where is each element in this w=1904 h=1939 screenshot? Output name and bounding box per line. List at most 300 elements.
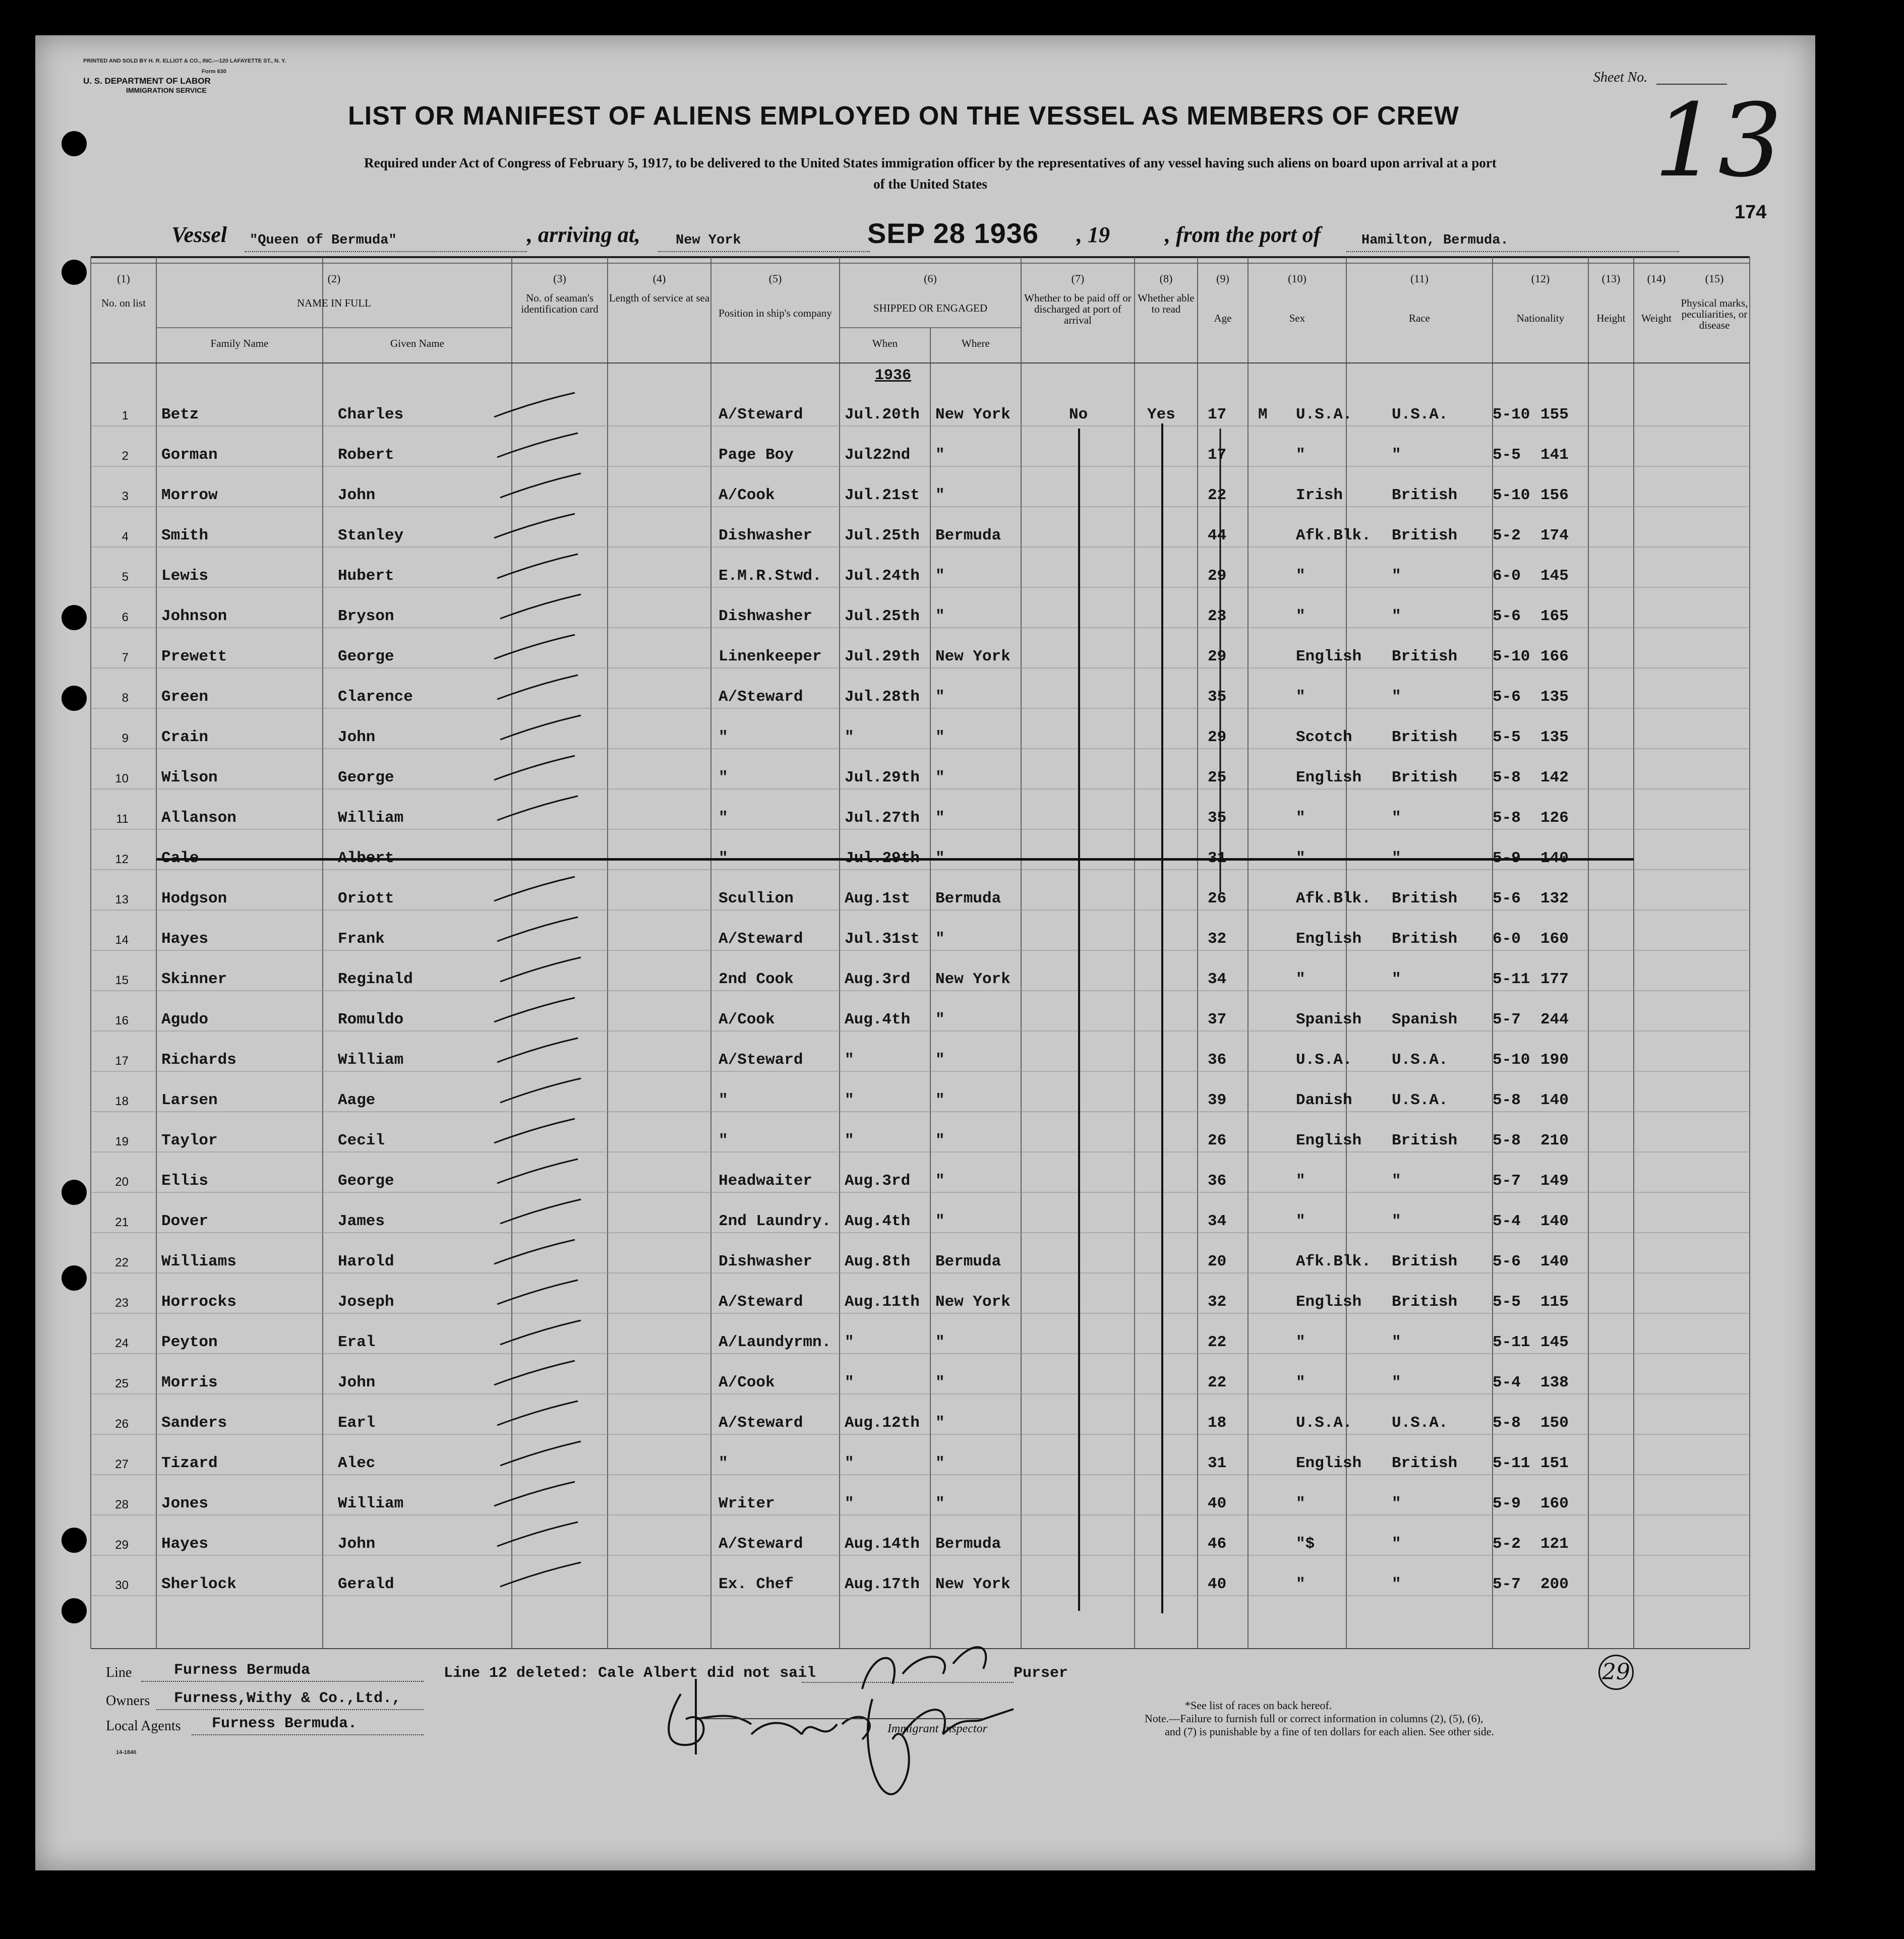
cell-weight: 244 xyxy=(1540,1011,1569,1028)
cell-race: Afk.Blk. xyxy=(1296,890,1371,907)
cell-height: 6-0 xyxy=(1493,930,1521,948)
id-card-check-mark xyxy=(500,715,581,740)
id-card-check-mark xyxy=(500,1441,581,1466)
cell-nationality: British xyxy=(1392,648,1458,665)
cell-where: New York xyxy=(935,648,1010,665)
column-number: (2) xyxy=(327,272,341,285)
cell-age: 46 xyxy=(1208,1535,1227,1553)
cell-when: " xyxy=(845,1455,854,1472)
cell-age: 26 xyxy=(1208,1132,1227,1149)
cell-weight: 145 xyxy=(1540,567,1569,585)
form-code: 14-1840 xyxy=(116,1749,137,1755)
id-card-check-mark xyxy=(494,756,575,780)
cell-position: A/Steward xyxy=(719,1051,803,1069)
cell-age: 23 xyxy=(1208,608,1227,625)
cell-nationality: British xyxy=(1392,769,1458,786)
cell-weight: 121 xyxy=(1540,1535,1569,1553)
id-card-check-mark xyxy=(497,917,578,941)
penalty-note-1: Note.—Failure to furnish full or correct information in columns (2), (5), (6), xyxy=(1145,1712,1483,1725)
cell-height: 5-7 xyxy=(1493,1011,1521,1028)
cell-family: Sanders xyxy=(161,1414,227,1432)
cell-family: Taylor xyxy=(161,1132,218,1149)
cell-race: " xyxy=(1296,446,1305,464)
header-sex: Sex xyxy=(1289,312,1305,324)
cell-height: 5-5 xyxy=(1493,729,1521,746)
cell-when: Aug.3rd xyxy=(845,971,911,988)
cell-when: Jul.29th xyxy=(845,850,920,867)
cell-height: 5-5 xyxy=(1493,446,1521,464)
cell-given: John xyxy=(338,1374,376,1391)
cell-given: Aage xyxy=(338,1092,376,1109)
cell-given: Alec xyxy=(338,1455,376,1472)
year-note: 1936 xyxy=(875,367,912,384)
line-label: Line xyxy=(106,1665,132,1680)
cell-given: Frank xyxy=(338,930,385,948)
cell-race: Danish xyxy=(1296,1092,1352,1109)
row-number: 20 xyxy=(115,1175,129,1189)
cell-age: 22 xyxy=(1208,487,1227,504)
cell-when: Jul.25th xyxy=(845,608,920,625)
cell-weight: 160 xyxy=(1540,930,1569,948)
cell-height: 5-11 xyxy=(1493,1455,1530,1472)
cell-weight: 135 xyxy=(1540,729,1569,746)
deletion-note: Line 12 deleted: Cale Albert did not sail xyxy=(444,1665,816,1682)
cell-position: " xyxy=(719,850,728,867)
cell-where: " xyxy=(935,567,945,585)
cell-nationality: British xyxy=(1392,1253,1458,1270)
strike-through-line xyxy=(156,858,1634,861)
cell-position: A/Steward xyxy=(719,688,803,706)
purser-label: Purser xyxy=(1014,1665,1068,1682)
cell-race: " xyxy=(1296,1334,1305,1351)
header-height: Height xyxy=(1596,312,1626,324)
cell-when: " xyxy=(845,1132,854,1149)
cell-where: " xyxy=(935,1414,945,1432)
row-number: 7 xyxy=(122,651,129,664)
header-no-on-list: No. on list xyxy=(101,297,146,309)
cell-age: 17 xyxy=(1208,446,1227,464)
cell-height: 5-6 xyxy=(1493,890,1521,907)
inspector-rule xyxy=(701,1718,983,1719)
cell-weight: 115 xyxy=(1540,1293,1569,1311)
vessel-name: "Queen of Bermuda" xyxy=(250,233,397,248)
cell-race: Afk.Blk. xyxy=(1296,527,1371,544)
cell-weight: 141 xyxy=(1540,446,1569,464)
cell-weight: 166 xyxy=(1540,648,1569,665)
cell-height: 5-4 xyxy=(1493,1213,1521,1230)
cell-when: Aug.3rd xyxy=(845,1172,911,1190)
cell-given: William xyxy=(338,1051,404,1069)
cell-where: " xyxy=(935,850,945,867)
id-card-check-mark xyxy=(500,473,581,498)
id-card-check-mark xyxy=(497,1522,578,1546)
cell-family: Larsen xyxy=(161,1092,218,1109)
header-id-card: No. of seaman's identification card xyxy=(521,292,599,315)
cell-family: Betz xyxy=(161,406,199,423)
cell-height: 5-8 xyxy=(1493,809,1521,827)
cell-given: John xyxy=(338,729,376,746)
cell-race: " xyxy=(1296,1576,1305,1593)
column-number: (3) xyxy=(553,272,566,285)
requirement-line-2: of the United States xyxy=(873,176,987,192)
cell-position: Headwaiter xyxy=(719,1172,813,1190)
cell-age: 37 xyxy=(1208,1011,1227,1028)
cell-nationality: " xyxy=(1392,850,1401,867)
cell-given: George xyxy=(338,1172,394,1190)
cell-family: Agudo xyxy=(161,1011,209,1028)
cell-when: Jul.27th xyxy=(845,809,920,827)
header-physical-marks: Physical marks, peculiarities, or disease xyxy=(1681,297,1748,331)
cell-family: Morrow xyxy=(161,487,218,504)
penalty-note-2: and (7) is punishable by a fine of ten dollars for each alien. See other side. xyxy=(1165,1725,1495,1738)
row-number: 13 xyxy=(115,893,129,906)
cell-age: 35 xyxy=(1208,688,1227,706)
cell-position: A/Steward xyxy=(719,1414,803,1432)
cell-family: Johnson xyxy=(161,608,227,625)
cell-where: " xyxy=(935,1213,945,1230)
header-given-name: Given Name xyxy=(390,337,444,349)
cell-race: " xyxy=(1296,1213,1305,1230)
cell-family: Hayes xyxy=(161,930,209,948)
cell-race: " xyxy=(1296,1172,1305,1190)
cell-family: Skinner xyxy=(161,971,227,988)
cell-nationality: British xyxy=(1392,527,1458,544)
cell-where: " xyxy=(935,608,945,625)
id-card-check-mark xyxy=(494,635,575,659)
cell-age: 29 xyxy=(1208,567,1227,585)
id-card-check-mark xyxy=(497,675,578,699)
cell-race: " xyxy=(1296,971,1305,988)
cell-age: 35 xyxy=(1208,809,1227,827)
cell-when: Jul.28th xyxy=(845,688,920,706)
cell-where: " xyxy=(935,1374,945,1391)
cell-weight: 150 xyxy=(1540,1414,1569,1432)
cell-age: 34 xyxy=(1208,1213,1227,1230)
cell-age: 31 xyxy=(1208,1455,1227,1472)
cell-when: " xyxy=(845,1051,854,1069)
cell-weight: 145 xyxy=(1540,1334,1569,1351)
id-card-check-mark xyxy=(500,594,581,619)
header-position: Position in ship's company xyxy=(719,307,832,319)
row-number: 25 xyxy=(115,1377,129,1390)
cell-where: " xyxy=(935,1011,945,1028)
cell-weight: 140 xyxy=(1540,1213,1569,1230)
cell-family: Richards xyxy=(161,1051,236,1069)
cell-given: Robert xyxy=(338,446,394,464)
cell-position: " xyxy=(719,729,728,746)
agents-rule xyxy=(192,1734,424,1735)
cell-nationality: " xyxy=(1392,446,1401,464)
cell-nationality: U.S.A. xyxy=(1392,1092,1448,1109)
cell-given: Eral xyxy=(338,1334,376,1351)
cell-height: 5-6 xyxy=(1493,608,1521,625)
cell-family: Ellis xyxy=(161,1172,209,1190)
cell-family: Lewis xyxy=(161,567,209,585)
from-label: , from the port of xyxy=(1165,222,1321,247)
cell-position: " xyxy=(719,1132,728,1149)
id-card-check-mark xyxy=(497,796,578,820)
row-number: 28 xyxy=(115,1498,129,1511)
cell-family: Dover xyxy=(161,1213,209,1230)
cell-when: Aug.1st xyxy=(845,890,911,907)
cell-age: 40 xyxy=(1208,1495,1227,1512)
circled-count: 29 xyxy=(1598,1655,1634,1690)
cell-position: A/Cook xyxy=(719,1374,775,1391)
cell-weight: 160 xyxy=(1540,1495,1569,1512)
agents-label: Local Agents xyxy=(106,1718,181,1734)
cell-family: Williams xyxy=(161,1253,236,1270)
cell-nationality: " xyxy=(1392,1576,1401,1593)
cell-age: 22 xyxy=(1208,1334,1227,1351)
cell-age: 36 xyxy=(1208,1172,1227,1190)
id-card-check-mark xyxy=(497,1038,578,1062)
id-card-check-mark xyxy=(500,1078,581,1103)
cell-where: New York xyxy=(935,1293,1010,1311)
cell-position: Dishwasher xyxy=(719,527,813,544)
row-number: 11 xyxy=(116,812,129,826)
cell-family: Prewett xyxy=(161,648,227,665)
cell-position: A/Steward xyxy=(719,406,803,423)
row-number: 6 xyxy=(122,611,129,624)
row-number: 2 xyxy=(122,449,129,463)
id-card-check-mark xyxy=(500,1562,581,1587)
cell-when: Jul.29th xyxy=(845,769,920,786)
cell-weight: 142 xyxy=(1540,769,1569,786)
cell-position: " xyxy=(719,1455,728,1472)
cell-race: " xyxy=(1296,1495,1305,1512)
cell-height: 5-10 xyxy=(1493,487,1530,504)
cell-when: Jul.24th xyxy=(845,567,920,585)
id-card-check-mark xyxy=(494,877,575,901)
cell-age: 32 xyxy=(1208,930,1227,948)
cell-age: 39 xyxy=(1208,1092,1227,1109)
cell-when: Aug.14th xyxy=(845,1535,920,1553)
column-number: (6) xyxy=(924,272,937,285)
row-number: 27 xyxy=(115,1458,129,1471)
cell-weight: 140 xyxy=(1540,1092,1569,1109)
cell-age: 22 xyxy=(1208,1374,1227,1391)
cell-position: A/Steward xyxy=(719,1535,803,1553)
owners-value: Furness,Withy & Co.,Ltd., xyxy=(174,1690,401,1707)
header-paid-off: Whether to be paid off or discharged at port of arrival xyxy=(1024,292,1132,326)
cell-weight: 126 xyxy=(1540,809,1569,827)
cell-where: " xyxy=(935,930,945,948)
cell-when: Aug.11th xyxy=(845,1293,920,1311)
row-number: 15 xyxy=(115,974,129,987)
cell-nationality: " xyxy=(1392,688,1401,706)
cell-weight: 190 xyxy=(1540,1051,1569,1069)
cell-given: Charles xyxy=(338,406,404,423)
cell-where: Bermuda xyxy=(935,527,1001,544)
stamp-number: 174 xyxy=(1735,202,1767,223)
cell-when: Jul.21st xyxy=(845,487,920,504)
cell-nationality: Spanish xyxy=(1392,1011,1458,1028)
cell-height: 5-8 xyxy=(1493,1092,1521,1109)
row-number: 18 xyxy=(115,1095,129,1108)
cell-weight: 165 xyxy=(1540,608,1569,625)
cell-race: Afk.Blk. xyxy=(1296,1253,1371,1270)
cell-position: A/Steward xyxy=(719,1293,803,1311)
cell-family: Hayes xyxy=(161,1535,209,1553)
cell-position: Ex. Chef xyxy=(719,1576,794,1593)
header-name-in-full: NAME IN FULL xyxy=(297,297,371,309)
column-number: (14) xyxy=(1647,272,1666,285)
cell-height: 5-10 xyxy=(1493,648,1530,665)
cell-where: " xyxy=(935,688,945,706)
requirement-line-1: Required under Act of Congress of February 5, 1917, to be delivered to the United States immigration officer by the representatives of any vessel having such aliens on board upon arrival at a port xyxy=(364,155,1497,170)
header-shipped: SHIPPED OR ENGAGED xyxy=(873,302,988,314)
cell-family: Gorman xyxy=(161,446,218,464)
cell-position: " xyxy=(719,1092,728,1109)
cell-nationality: British xyxy=(1392,930,1458,948)
cell-given: George xyxy=(338,769,394,786)
id-card-check-mark xyxy=(500,957,581,982)
cell-read: Yes xyxy=(1147,406,1175,423)
cell-position: Writer xyxy=(719,1495,775,1512)
cell-nationality: U.S.A. xyxy=(1392,1414,1448,1432)
header-able-read: Whether able to read xyxy=(1138,292,1195,315)
cell-height: 5-7 xyxy=(1493,1576,1521,1593)
cell-when: Aug.8th xyxy=(845,1253,911,1270)
form-number: Form 630 xyxy=(202,69,226,75)
cell-when: " xyxy=(845,1495,854,1512)
vessel-label: Vessel xyxy=(171,222,227,247)
cell-where: " xyxy=(935,729,945,746)
column-number: (13) xyxy=(1601,272,1621,285)
cell-family: Morris xyxy=(161,1374,218,1391)
cell-height: 6-0 xyxy=(1493,567,1521,585)
header-where: Where xyxy=(962,337,990,349)
cell-race: Spanish xyxy=(1296,1011,1362,1028)
cell-position: " xyxy=(719,769,728,786)
cell-given: Harold xyxy=(338,1253,394,1270)
cell-nationality: British xyxy=(1392,1293,1458,1311)
cell-position: Page Boy xyxy=(719,446,794,464)
cell-height: 5-9 xyxy=(1493,850,1521,867)
cell-where: Bermuda xyxy=(935,1535,1001,1553)
cell-position: A/Cook xyxy=(719,487,775,504)
cell-race: " xyxy=(1296,850,1305,867)
cell-nationality: " xyxy=(1392,809,1401,827)
arriving-port: New York xyxy=(676,233,741,248)
cell-nationality: " xyxy=(1392,567,1401,585)
cell-race: U.S.A. xyxy=(1296,1051,1352,1069)
cell-age: 17 xyxy=(1208,406,1227,423)
id-card-check-mark xyxy=(494,1482,575,1506)
cell-nationality: " xyxy=(1392,1213,1401,1230)
cell-weight: 140 xyxy=(1540,850,1569,867)
column-number: (10) xyxy=(1288,272,1306,285)
cell-position: A/Cook xyxy=(719,1011,775,1028)
header-weight: Weight xyxy=(1641,312,1672,324)
cell-when: " xyxy=(845,1374,854,1391)
column-number: (15) xyxy=(1705,272,1724,285)
cell-where: " xyxy=(935,487,945,504)
cell-nationality: " xyxy=(1392,1172,1401,1190)
cell-when: Jul22nd xyxy=(845,446,911,464)
arriving-label: , arriving at, xyxy=(527,222,640,247)
row-number: 12 xyxy=(115,853,129,866)
cell-given: William xyxy=(338,1495,404,1512)
header-race: Race xyxy=(1409,312,1430,324)
cell-position: Dishwasher xyxy=(719,1253,813,1270)
cell-nationality: British xyxy=(1392,729,1458,746)
cell-height: 5-5 xyxy=(1493,1293,1521,1311)
cell-height: 5-6 xyxy=(1493,1253,1521,1270)
row-number: 21 xyxy=(115,1216,129,1229)
cell-weight: 135 xyxy=(1540,688,1569,706)
cell-height: 5-8 xyxy=(1493,1132,1521,1149)
cell-given: Stanley xyxy=(338,527,404,544)
cell-height: 5-6 xyxy=(1493,688,1521,706)
cell-when: Aug.4th xyxy=(845,1011,911,1028)
date-stamp: SEP 28 1936 xyxy=(867,217,1039,249)
cell-age: 20 xyxy=(1208,1253,1227,1270)
cell-given: James xyxy=(338,1213,385,1230)
id-card-check-mark xyxy=(497,433,578,457)
cell-where: " xyxy=(935,769,945,786)
cell-height: 5-2 xyxy=(1493,527,1521,544)
cell-where: " xyxy=(935,446,945,464)
cell-weight: 151 xyxy=(1540,1455,1569,1472)
cell-given: Gerald xyxy=(338,1576,394,1593)
cell-when: " xyxy=(845,1092,854,1109)
cell-where: " xyxy=(935,1172,945,1190)
cell-height: 5-11 xyxy=(1493,971,1530,988)
header-length-service: Length of service at sea xyxy=(609,292,710,304)
manifest-sheet xyxy=(35,35,1815,1870)
cell-race: U.S.A. xyxy=(1296,406,1352,423)
row-number: 10 xyxy=(115,772,129,785)
cell-nationality: U.S.A. xyxy=(1392,406,1448,423)
id-card-check-mark xyxy=(494,1119,575,1143)
cell-where: " xyxy=(935,1092,945,1109)
cell-height: 5-9 xyxy=(1493,1495,1521,1512)
cell-family: Cale xyxy=(161,850,199,867)
owners-rule xyxy=(156,1709,424,1710)
cell-height: 5-7 xyxy=(1493,1172,1521,1190)
cell-age: 25 xyxy=(1208,769,1227,786)
column-number: (5) xyxy=(768,272,782,285)
cell-where: New York xyxy=(935,406,1010,423)
row-number: 4 xyxy=(122,530,129,543)
cell-race: Irish xyxy=(1296,487,1343,504)
column-number: (1) xyxy=(117,272,130,285)
row-number: 24 xyxy=(115,1337,129,1350)
cell-height: 5-2 xyxy=(1493,1535,1521,1553)
cell-position: E.M.R.Stwd. xyxy=(719,567,822,585)
inspector-signature xyxy=(620,1618,1074,1830)
cell-given: Bryson xyxy=(338,608,394,625)
id-card-check-mark xyxy=(497,1401,578,1425)
inspector-label: Immigrant Inspector xyxy=(887,1722,987,1735)
cell-when: Jul.25th xyxy=(845,527,920,544)
cell-race: English xyxy=(1296,1455,1362,1472)
cell-position: 2nd Laundry. xyxy=(719,1213,831,1230)
id-card-check-mark xyxy=(497,1280,578,1304)
cell-family: Wilson xyxy=(161,769,218,786)
cell-age: 18 xyxy=(1208,1414,1227,1432)
cell-family: Smith xyxy=(161,527,209,544)
cell-when: Jul.20th xyxy=(845,406,920,423)
cell-given: John xyxy=(338,1535,376,1553)
cell-family: Jones xyxy=(161,1495,209,1512)
cell-given: Cecil xyxy=(338,1132,385,1149)
cell-age: 34 xyxy=(1208,971,1227,988)
id-card-check-mark xyxy=(500,1320,581,1345)
id-card-check-mark xyxy=(494,393,575,417)
cell-weight: 140 xyxy=(1540,1253,1569,1270)
